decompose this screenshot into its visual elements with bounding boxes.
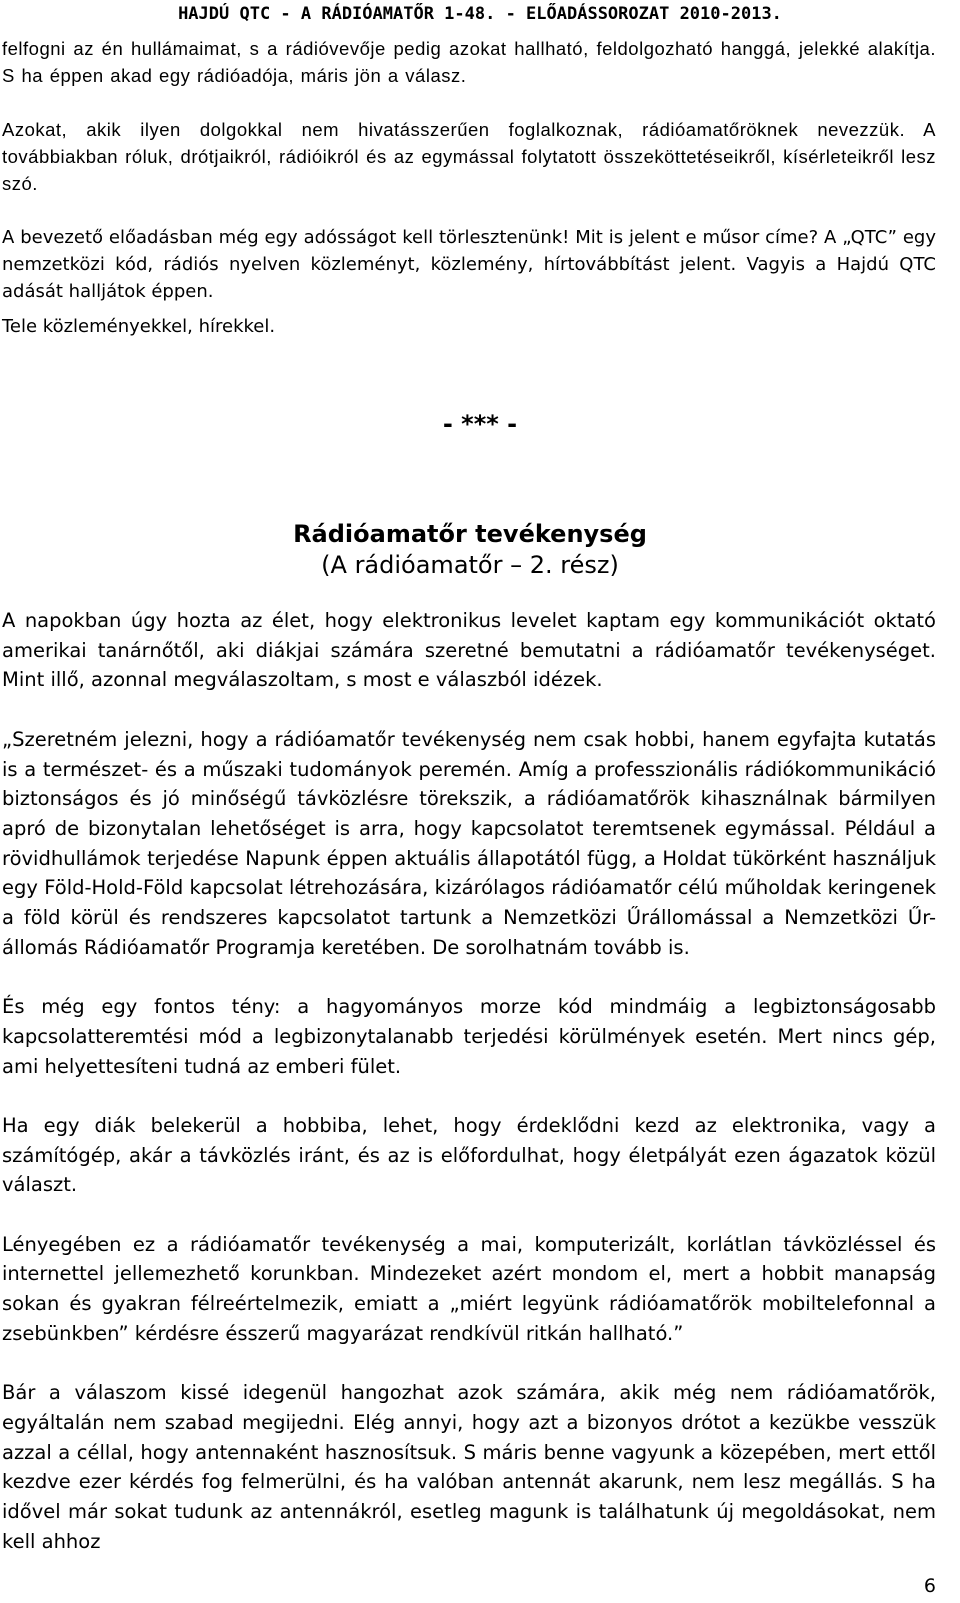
running-header: HAJDÚ QTC - A RÁDIÓAMATŐR 1-48. - ELŐADÁSSOROZAT 2010-2013. (178, 4, 782, 24)
intro-text (2, 35, 936, 340)
intro-paragraph-2: Azokat, akik ilyen dolgokkal nem hivatásszerűen foglalkoznak, rádióamatőröknek nevezzük. A továbbiakban róluk, drótjaikról, rádióikról és az egymással folytatott összeköttetéseikről, kísérleteikről lesz szó. (2, 119, 936, 194)
body-text (2, 606, 936, 1556)
section-title: Rádióamatőr tevékenység (293, 520, 647, 548)
body-paragraph-5: Lényegében ez a rádióamatőr tevékenység a mai, komputerizált, korlátlan távközléssel és internettel jellemezhető korunkban. Mindezeket azért mondom el, mert a hobbit manapság sokan és gyakran félreértelmezik, emiatt a „miért legyünk rádióamatőrök mobiltelefonnal a zsebünkben” kérdésre ésszerű magyarázat rendkívül ritkán hallható.” (2, 1232, 936, 1345)
section-separator: - *** - (442, 410, 518, 438)
intro-paragraph-1: felfogni az én hullámaimat, s a rádióvevője pedig azokat hallható, feldolgozható hanggá, jelekké alakítja. S ha éppen akad egy rádióadója, máris jön a válasz. (2, 38, 936, 86)
intro-paragraph-3: A bevezető előadásban még egy adósságot kell törlesztenünk! Mit is jelent e műsor címe? A „QTC” egy nemzetközi kód, rádiós nyelven közleményt, közlemény, hírtovábbítást jelent. Vagyis a Hajdú QTC adását halljátok éppen. (2, 227, 936, 302)
page-number: 6 (923, 1575, 936, 1597)
body-paragraph-2: „Szeretném jelezni, hogy a rádióamatőr tevékenység nem csak hobbi, hanem egyfajta kutatás is a természet- és a műszaki tudományok peremén. Amíg a professzionális rádiókommunikáció biztonságos és jó minőségű távközlésre törekszik, a rádióamatőrök kihasználnak bármilyen apró de bizonytalan lehetőséget is arra, hogy kapcsolatot teremtsenek egymással. Például a rövidhullámok terjedése Napunk éppen aktuális állapotától függ, a Holdat tükörként használjuk egy Föld-Hold-Föld kapcsolat létrehozására, kizárólagos rádióamatőr célú műholdak keringenek a föld körül és rendszeres kapcsolatot tartunk a Nemzetközi Űrállomással a Nemzetközi Űr-állomás Rádióamatőr Programja keretében. De sorolhatnám tovább is. (2, 727, 936, 959)
intro-paragraph-4: Tele közleményekkel, hírekkel. (2, 316, 276, 337)
body-paragraph-6: Bár a válaszom kissé idegenül hangozhat azok számára, akik még nem rádióamatőrök, egyáltalán nem szabad megijedni. Elég annyi, hogy azt a bizonyos drótot a kezükbe vesszük azzal a céllal, hogy antennaként hasznosítsuk. S máris benne vagyunk a közepében, mert ettől kezdve ezer kérdés fog felmerülni, és ha valóban antennát akarunk, nem lesz megállás. S ha idővel már sokat tudunk az antennákról, esetleg magunk is találhatunk új megoldásokat, nem kell ahhoz (2, 1381, 936, 1553)
body-paragraph-1: A napokban úgy hozta az élet, hogy elektronikus levelet kaptam egy kommunikációt oktató amerikai tanárnőtől, aki diákjai számára szeretné bemutatni a rádióamatőr tevékenységet. Mint illő, azonnal megválaszoltam, s most e válaszból idézek. (2, 609, 936, 692)
section-subtitle: (A rádióamatőr – 2. rész) (321, 551, 619, 579)
body-paragraph-4: Ha egy diák belekerül a hobbiba, lehet, hogy érdeklődni kezd az elektronika, vagy a számítógép, akár a távközlés iránt, és az is előfordulhat, hogy életpályát ezen ágazatok közül választ. (2, 1113, 936, 1197)
body-paragraph-3: És még egy fontos tény: a hagyományos morze kód mindmáig a legbiztonságosabb kapcsolatteremtési mód a legbizonytalanabb terjedési körülmények esetén. Mert nincs gép, ami helyettesíteni tudná az emberi fület. (2, 995, 936, 1078)
